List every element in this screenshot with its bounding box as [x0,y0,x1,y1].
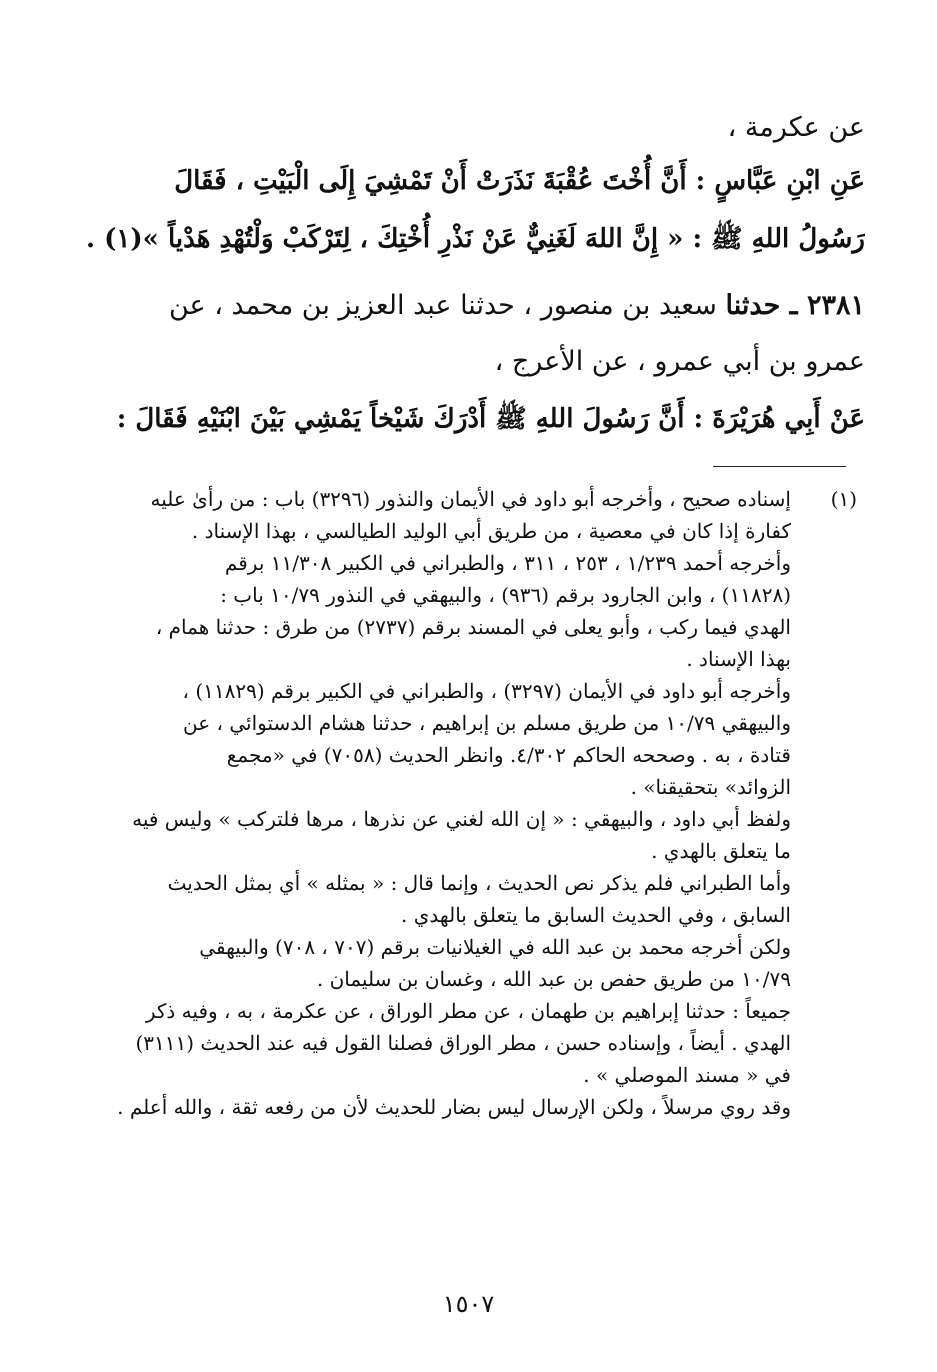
footnote-marker: (١) [830,487,857,511]
footnote-line: وأما الطبراني فلم يذكر نص الحديث ، وإنما قال : « بمثله » أي بمثل الحديث [167,871,791,895]
footnotes [78,483,857,1123]
hadith-1 [70,152,865,268]
footnote-line: ولكن أخرجه محمد بن عبد الله في الغيلانيات برقم (٧٠٧ ، ٧٠٨) والبيهقي [199,935,791,959]
hadith-2381-chain [70,278,865,390]
footnote-line: وقد روي مرسلاً ، ولكن الإرسال ليس بضار للحديث لأن من رفعه ثقة ، والله أعلم . [117,1095,791,1119]
footnote-line: الهدي فيما ركب ، وأبو يعلى في المسند برقم (٢٧٣٧) من طرق : حدثنا همام ، [155,615,791,639]
hadith-1-line-1: عَنِ ابْنِ عَبَّاسٍ : أَنَّ أُخْتَ عُقْبَةَ نَذَرَتْ أَنْ تَمْشِيَ إِلَى الْبَيْتِ ، فَقَالَ [174,166,865,196]
footnote-line: ولفظ أبي داود ، والبيهقي : « إن الله لغني عن نذرها ، مرها فلتركب » وليس فيه [132,807,791,831]
footnote-line: ما يتعلق بالهدي . [651,839,791,863]
footnote-line: (١١٨٢٨) ، وابن الجارود برقم (٩٣٦) ، والبيهقي في النذور ١٠/٧٩ باب : [220,583,791,607]
hadith-2-line: عَنْ أَبِي هُرَيْرَةَ : أَنَّ رَسُولَ اللهِ ﷺ أَدْرَكَ شَيْخاً يَمْشِي بَيْنَ ابْنَيْهِ فَقَالَ : [116,404,865,434]
chain-line-1-text: سعيد بن منصور ، حدثنا عبد العزيز بن محمد ، عن [168,290,726,321]
hadith-2 [70,390,865,448]
main-text [70,104,865,448]
footnote-line: جميعاً : حدثنا إبراهيم بن طهمان ، عن مطر الوراق ، عن عكرمة ، به ، وفيه ذكر [145,999,791,1023]
footnote-line: بهذا الإسناد . [686,647,791,671]
footnote-line: السابق ، وفي الحديث السابق ما يتعلق بالهدي . [401,903,791,927]
footnote-line: ١٠/٧٩ من طريق حفص بن عبد الله ، وغسان بن سليمان . [316,967,791,991]
footnote-1 [78,483,857,1123]
chain-line-1 [70,278,865,334]
footnote-line: الهدي . أيضاً ، وإسناده حسن ، مطر الوراق فصلنا القول فيه عند الحديث (٣١١١) [135,1031,791,1055]
hadith-number: ٢٣٨١ ـ حدثنا [725,290,865,321]
page-number: ١٥٠٧ [442,1290,495,1318]
footnote-line: الزوائد» بتحقيقنا» . [630,775,791,799]
footnote-body [78,483,791,1123]
footnote-line: إسناده صحيح ، وأخرجه أبو داود في الأيمان والنذور (٣٢٩٦) باب : من رأىٰ عليه [150,487,791,511]
footnote-line: قتادة ، به . وصححه الحاكم ٤/٣٠٢. وانظر الحديث (٧٠٥٨) في «مجمع [226,743,791,767]
hadith-1-line-2: رَسُولُ اللهِ ﷺ : « إِنَّ اللهَ لَغَنِيٌّ عَنْ نَذْرِ أُخْتِكَ ، لِتَرْكَبْ وَلْتُهْدِ هَدْياً »(١) . [86,224,865,254]
footnote-line: وأخرجه أبو داود في الأيمان (٣٢٩٧) ، والطبراني في الكبير برقم (١١٨٢٩) ، [182,679,791,703]
main-line-1: عن عكرمة ، [727,112,865,143]
footnote-line: وأخرجه أحمد ١/٢٣٩ ، ٢٥٣ ، ٣١١ ، والطبراني في الكبير ١١/٣٠٨ برقم [224,551,791,575]
chain-line-2: عمرو بن أبي عمرو ، عن الأعرج ، [494,346,865,377]
footnote-separator [713,466,846,467]
footnote-line: في « مسند الموصلي » . [583,1063,791,1087]
footnote-line: كفارة إذا كان في معصية ، من طريق أبي الوليد الطيالسي ، بهذا الإسناد . [191,519,791,543]
footnote-line: والبيهقي ١٠/٧٩ من طريق مسلم بن إبراهيم ، حدثنا هشام الدستوائي ، عن [183,711,791,735]
